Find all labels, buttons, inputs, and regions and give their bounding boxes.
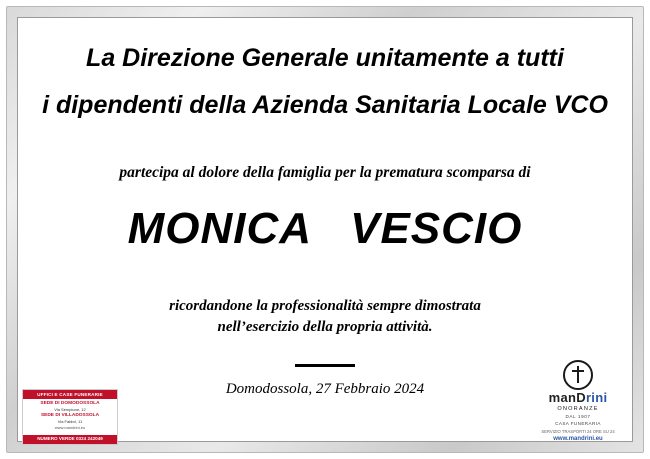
agency-office-1: SEDE DI DOMODOSSOLA	[40, 401, 100, 406]
mandrini-website: www.mandrini.eu	[553, 436, 603, 442]
mandrini-brand	[526, 391, 630, 405]
divider-rule	[295, 364, 355, 367]
memoriam-line-2: nell’esercizio della propria attività.	[217, 319, 433, 335]
funeral-agency-stamp-left	[22, 389, 118, 445]
memoriam-text	[35, 296, 615, 338]
heading-line-1: La Direzione Generale unitamente a tutti	[86, 44, 564, 72]
agency-band-bottom: NUMERO VERDE 0324 242049	[23, 435, 117, 444]
heading-line-2: i dipendenti della Azienda Sanitaria Locale VCO	[42, 91, 608, 119]
mandrini-sub-3: CASA FUNERARIA	[555, 421, 601, 426]
agency-offices	[23, 399, 117, 431]
brand-suffix: rini	[585, 390, 608, 405]
mandrini-sub-2: DAL 1907	[565, 414, 591, 419]
agency-office-2-address: Via Fabbri, 11	[57, 418, 83, 424]
candle-mark-icon	[563, 360, 593, 390]
place-and-date: Domodossola, 27 Febbraio 2024	[225, 381, 425, 397]
agency-website-left: www.mandrini.eu	[54, 425, 86, 430]
agency-band-top: UFFICI E CASE FUNERARIE	[23, 390, 117, 399]
agency-office-2: SEDE DI VILLADOSSOLA	[40, 412, 100, 418]
deceased-name: MONICA VESCIO	[127, 204, 523, 253]
brand-prefix: manD	[548, 390, 586, 405]
agency-office-1-address: Via Sempione, 12	[54, 407, 86, 412]
memoriam-line-1: ricordandone la professionalità sempre dimostrata	[169, 298, 481, 314]
mandrini-logo	[526, 360, 630, 443]
mandrini-service-note: SERVIZIO TRASPORTI 24 ORE SU 24	[541, 429, 615, 434]
mandrini-sub-1: ONORANZE	[557, 406, 599, 412]
condolence-subline: partecipa al dolore della famiglia per la prematura scomparsa di	[119, 164, 531, 181]
